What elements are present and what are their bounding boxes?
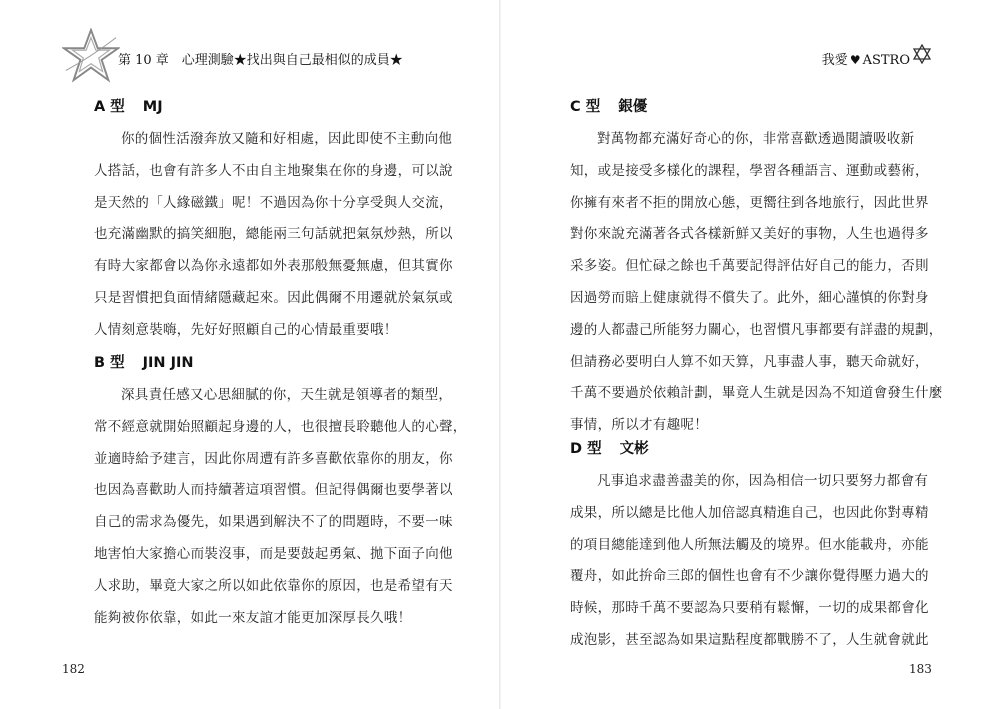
text-line: 對萬物都充滿好奇心的你，非常喜歡透過閱讀吸收新 — [597, 131, 915, 147]
text-line: 人搭話，也會有許多人不由自主地聚集在你的身邊，可以說 — [94, 162, 453, 179]
text-line: 但請務必要明白人算不如天算，凡事盡人事，聽天命就好， — [570, 353, 929, 370]
text-line: 深具責任感又心思細膩的你，天生就是領導者的類型， — [121, 387, 453, 403]
member-name: MJ — [142, 99, 163, 115]
star-logo-icon — [62, 28, 120, 84]
text-line: 是天然的「人緣磁鐵」呢！不過因為你十分享受與人交流， — [94, 194, 453, 211]
section-title — [570, 96, 943, 124]
text-line: 有時大家都會以為你永遠都如外表那般無憂無慮，但其實你 — [94, 258, 453, 275]
text-line: 你擁有來者不拒的開放心態，更嚮往到各地旅行，因此世界 — [570, 194, 929, 211]
page-number: 182 — [62, 662, 85, 676]
type-label: B 型 — [94, 355, 125, 371]
type-label: D 型 — [570, 441, 602, 457]
text-line: 時候，那時千萬不要認為只要稍有鬆懈，一切的成果都會化 — [570, 600, 929, 617]
text-line: 凡事追求盡善盡美的你，因為相信一切只要努力都會有 — [597, 473, 929, 489]
page-number: 183 — [909, 662, 932, 676]
section-b — [94, 352, 467, 634]
text-line: 采多姿。但忙碌之餘也千萬要記得評估好自己的能力，否則 — [570, 258, 929, 275]
section-a — [94, 96, 453, 347]
text-line: 常不經意就開始照顧起身邊的人，也很擅長聆聽他人的心聲， — [94, 418, 467, 435]
text-line: 自己的需求為優先，如果遇到解決不了的問題時，不要一味 — [94, 514, 453, 531]
text-line: 你的個性活潑奔放又隨和好相處，因此即使不主動向他 — [121, 131, 453, 147]
text-line: 的項目總能達到他人所無法觸及的境界。但水能載舟，亦能 — [570, 536, 929, 553]
member-name: 文彬 — [619, 441, 649, 457]
text-line: 也因為喜歡助人而持續著這項習慣。但記得偶爾也要學著以 — [94, 482, 453, 499]
text-line: 成泡影，甚至認為如果這點程度都戰勝不了，人生就會就此 — [570, 631, 929, 648]
text-line: 人求助，畢竟大家之所以如此依靠你的原因，也是希望有天 — [94, 577, 453, 594]
chapter-header: 第 10 章 心理測驗★找出與自己最相似的成員★ — [118, 53, 403, 68]
text-line: 知，或是接受多樣化的課程，學習各種語言、運動或藝術， — [570, 162, 929, 179]
header-suffix: ASTRO — [862, 53, 910, 68]
text-line: 只是習慣把負面情緒隱藏起來。因此偶爾不用遷就於氣氛或 — [94, 289, 453, 306]
section-title — [94, 352, 467, 380]
text-line: 也充滿幽默的搞笑細胞，總能兩三句話就把氣氛炒熱，所以 — [94, 226, 453, 243]
text-line: 事情，所以才有趣呢！ — [570, 417, 708, 434]
text-line: 對你來說充滿著各式各樣新鮮又美好的事物，人生也過得多 — [570, 226, 929, 243]
text-line: 地害怕大家擔心而裝沒事，而是要鼓起勇氣、拋下面子向他 — [94, 545, 453, 562]
book-title-header — [822, 49, 910, 68]
text-line: 因過勞而賠上健康就得不償失了。此外，細心謹慎的你對身 — [570, 289, 929, 306]
text-line: 能夠被你依靠，如此一來友誼才能更加深厚長久哦！ — [94, 609, 412, 626]
header-prefix: 我愛 — [821, 53, 848, 68]
text-line: 覆舟，如此拚命三郎的個性也會有不少讓你覺得壓力過大的 — [570, 568, 929, 585]
member-name: JIN JIN — [142, 355, 194, 371]
text-line: 成果，所以總是比他人加倍認真精進自己，也因此你對專精 — [570, 504, 929, 521]
type-label: A 型 — [94, 99, 125, 115]
section-title — [570, 438, 929, 466]
section-c — [570, 96, 943, 442]
text-line: 人情刻意裝嗨，先好好照顧自己的心情最重要哦！ — [94, 321, 398, 338]
section-title — [94, 96, 453, 124]
text-line: 邊的人都盡己所能努力關心，也習慣凡事都要有詳盡的規劃， — [570, 321, 943, 338]
text-line: 千萬不要過於依賴計劃，畢竟人生就是因為不知道會發生什麼 — [570, 385, 943, 402]
hexagram-icon — [912, 44, 932, 64]
type-label: C 型 — [570, 99, 601, 115]
heart-icon: ♥ — [849, 53, 861, 67]
text-line: 並適時給予建言，因此你周遭有許多喜歡依靠你的朋友，你 — [94, 450, 453, 467]
section-d — [570, 438, 929, 657]
member-name: 銀優 — [618, 99, 648, 115]
